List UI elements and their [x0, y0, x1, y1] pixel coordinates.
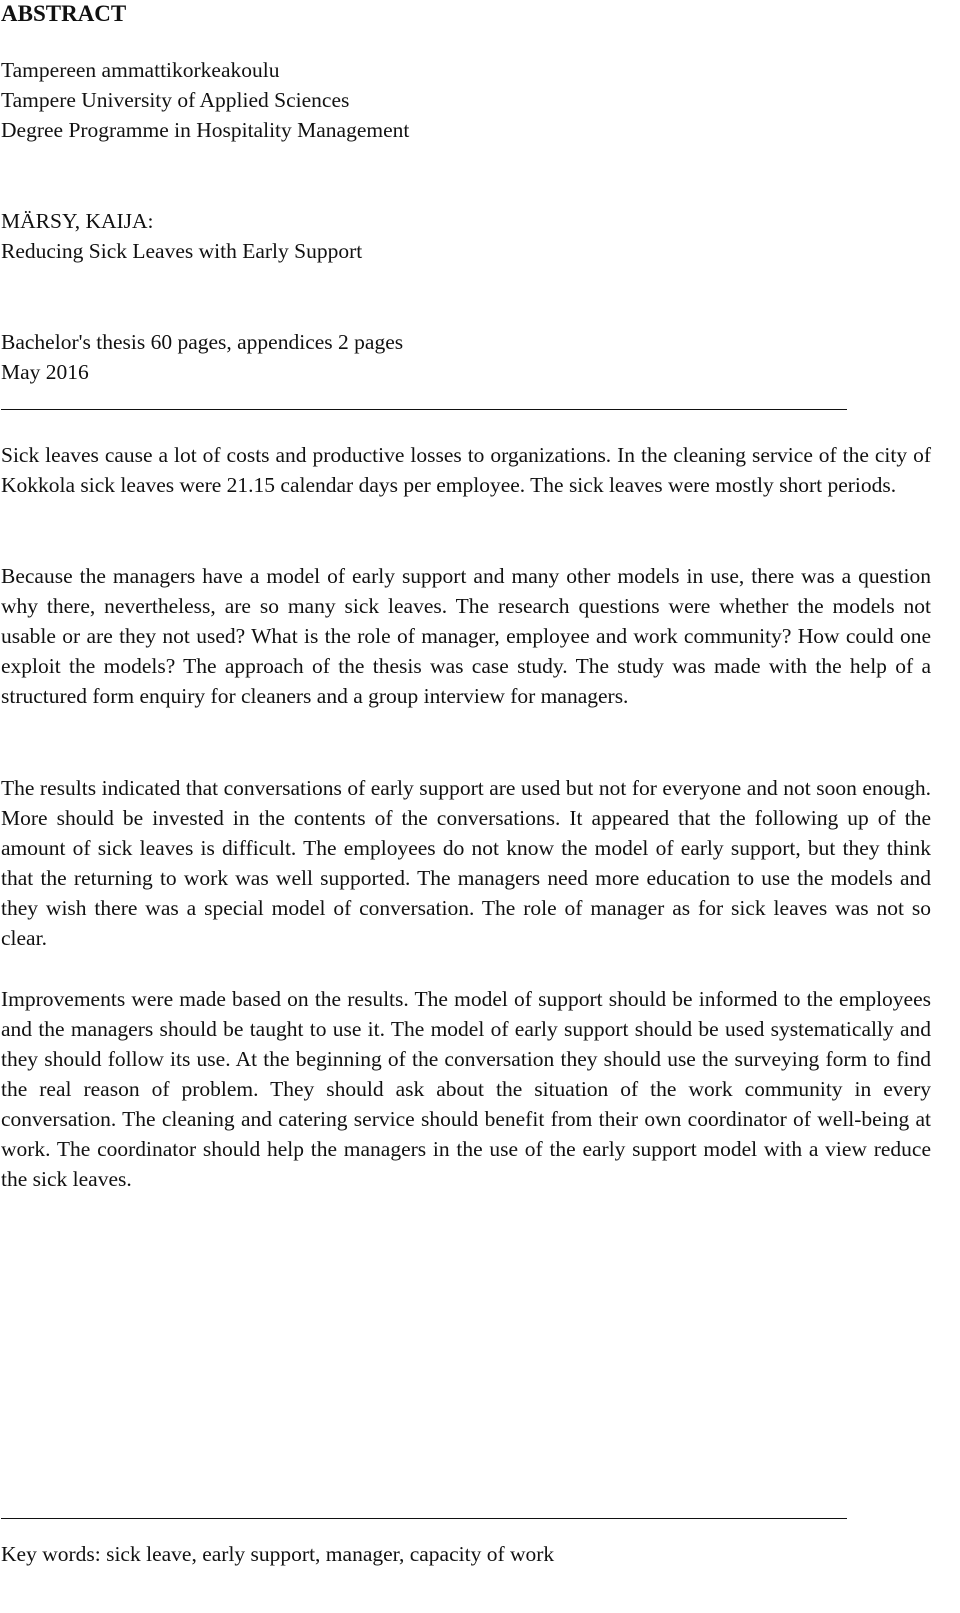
- abstract-paragraph-2: Because the managers have a model of early support and many other models in use, there was a question why there, nevertheless, are so many sick leaves. The research questions were whether the models not usable or are they not used? What is the role of manager, employee and work community? How could one exploit the models? The approach of the thesis was case study. The study was made with the help of a structured form enquiry for cleaners and a group interview for managers.: [1, 564, 931, 708]
- institution-name-finnish: Tampereen ammattikorkeakoulu: [1, 58, 280, 82]
- institution-block: [1, 55, 409, 145]
- thesis-date: May 2016: [1, 360, 89, 384]
- author-name: MÄRSY, KAIJA:: [1, 209, 154, 233]
- abstract-paragraph-1: Sick leaves cause a lot of costs and productive losses to organizations. In the cleaning service of the city of Kokkola sick leaves were 21.15 calendar days per employee. The sick leaves were mostly short periods.: [1, 443, 931, 497]
- thesis-pages: Bachelor's thesis 60 pages, appendices 2 pages: [1, 330, 404, 354]
- bottom-divider: [1, 1518, 847, 1519]
- author-block: [1, 206, 362, 266]
- institution-name-english: Tampere University of Applied Sciences: [1, 88, 350, 112]
- abstract-paragraph-3: The results indicated that conversations of early support are used but not for everyone and not soon enough. More should be invested in the contents of the conversations. It appeared that the following up of the amount of sick leaves is difficult. The employees do not know the model of early support, but they think that the returning to work was well supported. The managers need more education to use the models and they wish there was a special model of conversation. The role of manager as for sick leaves was not so clear.: [1, 776, 931, 950]
- top-divider: [1, 409, 847, 410]
- abstract-heading: ABSTRACT: [1, 1, 127, 26]
- keywords-line: Key words: sick leave, early support, manager, capacity of work: [1, 1542, 555, 1566]
- abstract-paragraph-4: Improvements were made based on the results. The model of support should be informed to the employees and the managers should be taught to use it. The model of early support should be used systematically and they should follow its use. At the beginning of the conversation they should use the surveying form to find the real reason of problem. They should ask about the situation of the work community in every conversation. The cleaning and catering service should benefit from their own coordinator of well-being at work. The coordinator should help the managers in the use of the early support model with a view reduce the sick leaves.: [1, 987, 931, 1191]
- degree-programme: Degree Programme in Hospitality Management: [1, 118, 410, 142]
- thesis-info-block: [1, 327, 403, 387]
- thesis-title: Reducing Sick Leaves with Early Support: [1, 239, 363, 263]
